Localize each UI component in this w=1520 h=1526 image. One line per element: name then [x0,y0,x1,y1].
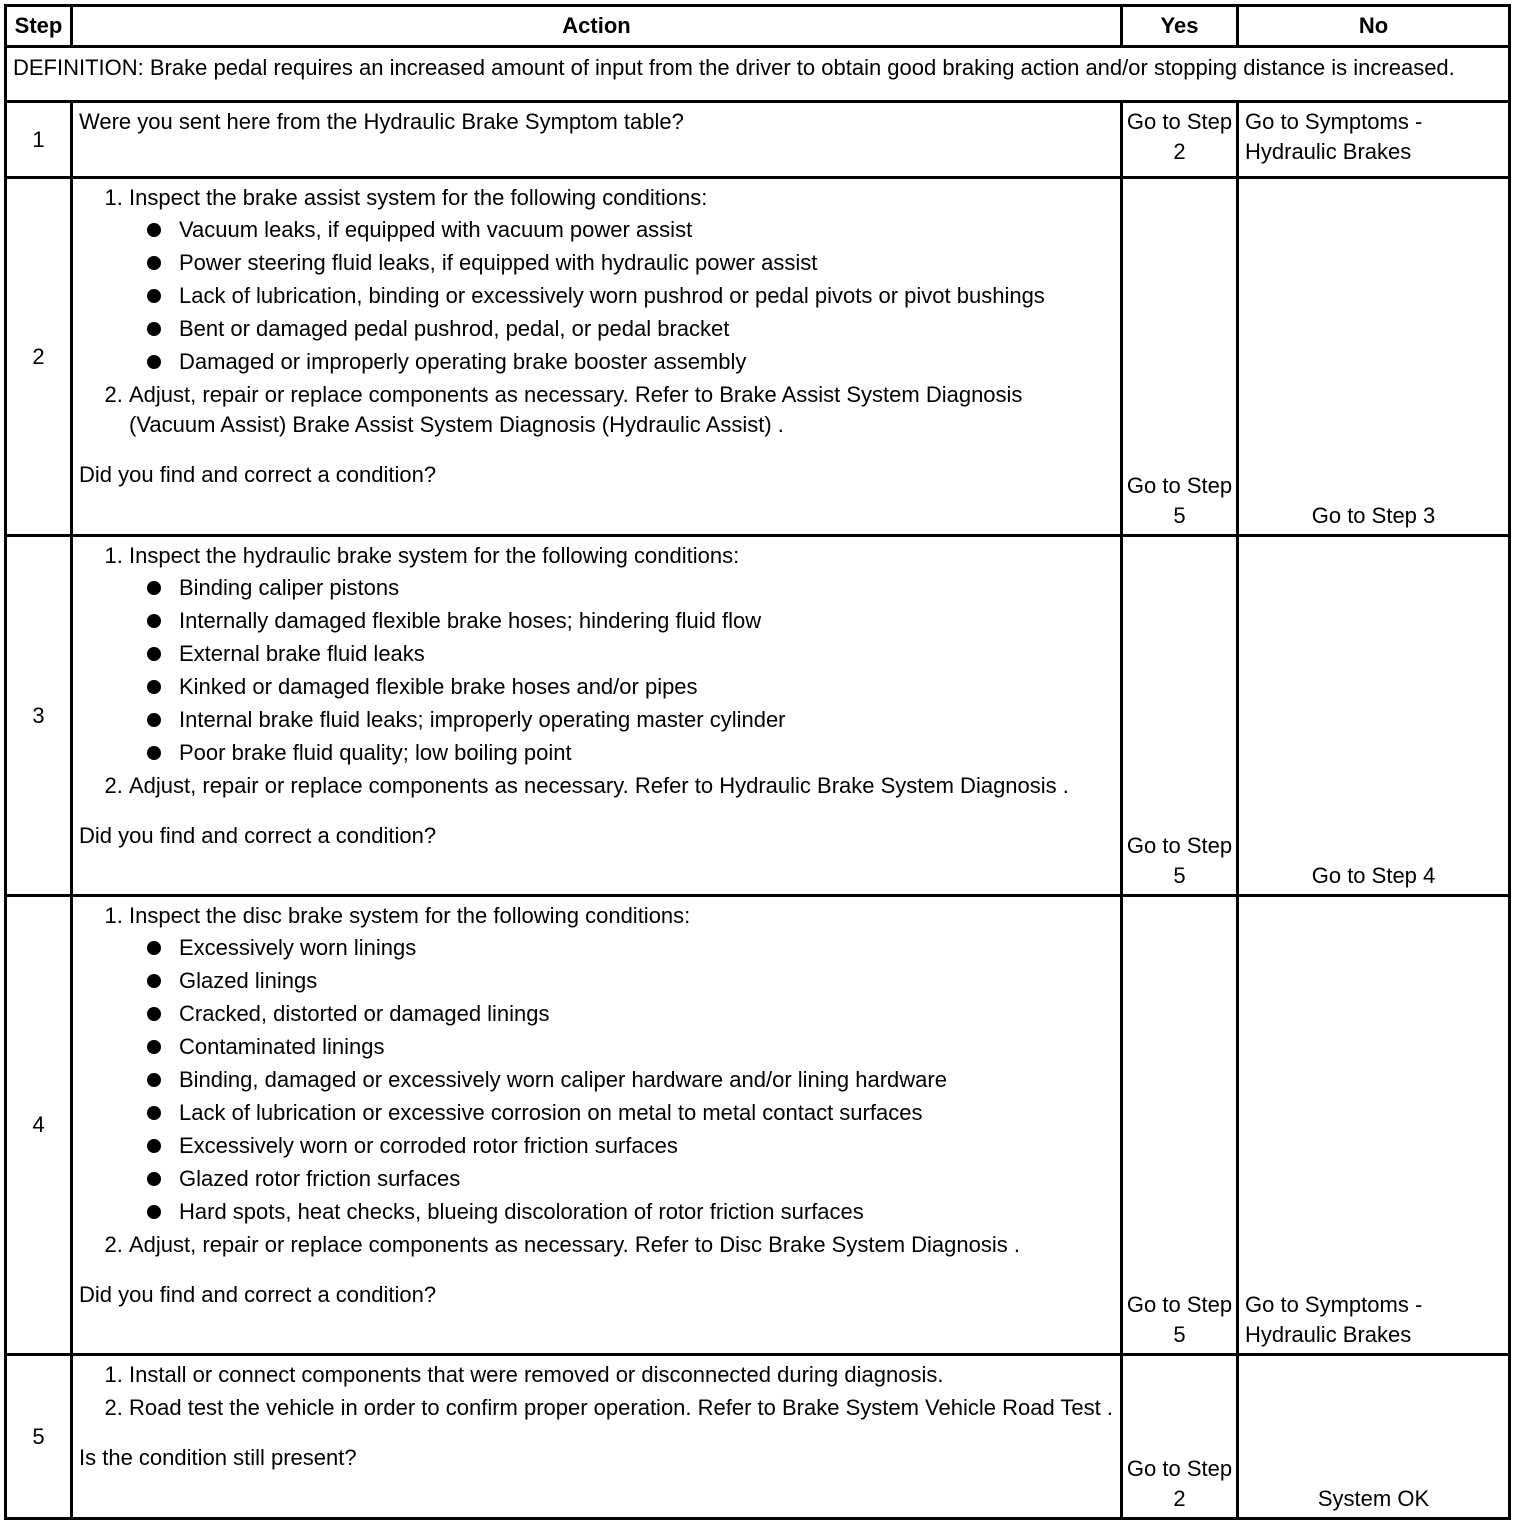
action-step-text: Inspect the hydraulic brake system for the following conditions: [129,543,740,568]
action-steps [79,901,1114,1260]
list-item: Cracked, distorted or damaged linings [179,999,1114,1029]
list-item: Contaminated linings [179,1032,1114,1062]
definition-text: DEFINITION: Brake pedal requires an increased amount of input from the driver to obtain good braking action and/or stopping distance is increased. [6,47,1510,102]
list-item: Lack of lubrication, binding or excessively worn pushrod or pedal pivots or pivot bushings [179,281,1114,311]
action-step-text: Adjust, repair or replace components as necessary. Refer to Brake Assist System Diagnosis (Vacuum Assist) Brake Assist System Diagnosis (Hydraulic Assist) . [129,382,1023,437]
list-item: Vacuum leaks, if equipped with vacuum power assist [179,215,1114,245]
action-step [129,771,1114,801]
list-item: Glazed rotor friction surfaces [179,1164,1114,1194]
list-item: Excessively worn linings [179,933,1114,963]
table-row [6,536,1510,896]
header-yes: Yes [1122,6,1238,47]
list-item: Damaged or improperly operating brake booster assembly [179,347,1114,377]
action-step-text: Adjust, repair or replace components as necessary. Refer to Hydraulic Brake System Diagnosis . [129,773,1069,798]
question-text: Did you find and correct a condition? [79,1282,437,1307]
header-action: Action [72,6,1122,47]
action-step-text: Install or connect components that were removed or disconnected during diagnosis. [129,1362,944,1387]
step-number: 4 [6,896,72,1355]
no-cell: Go to Symptoms - Hydraulic Brakes [1238,896,1510,1355]
yes-cell: Go to Step 5 [1122,536,1238,896]
list-item: Binding, damaged or excessively worn caliper hardware and/or lining hardware [179,1065,1114,1095]
question-text: Did you find and correct a condition? [79,823,437,848]
table-row [6,896,1510,1355]
condition-list [129,573,1114,768]
action-cell [72,178,1122,536]
action-cell [72,1355,1122,1519]
list-item: Power steering fluid leaks, if equipped with hydraulic power assist [179,248,1114,278]
table-row [6,1355,1510,1519]
action-step [129,901,1114,1227]
list-item: Internally damaged flexible brake hoses; hindering fluid flow [179,606,1114,636]
action-step [129,1393,1114,1423]
step-number: 3 [6,536,72,896]
list-item: Lack of lubrication or excessive corrosion on metal to metal contact surfaces [179,1098,1114,1128]
no-cell: Go to Step 4 [1238,536,1510,896]
list-item: Excessively worn or corroded rotor friction surfaces [179,1131,1114,1161]
action-cell [72,896,1122,1355]
diagnostic-table [4,4,1511,1520]
action-steps [79,541,1114,801]
action-cell [72,102,1122,178]
no-cell: Go to Step 3 [1238,178,1510,536]
header-no: No [1238,6,1510,47]
question-text: Were you sent here from the Hydraulic Brake Symptom table? [79,109,684,134]
action-cell [72,536,1122,896]
action-steps [79,1360,1114,1423]
step-number: 1 [6,102,72,178]
action-step [129,183,1114,377]
list-item: Binding caliper pistons [179,573,1114,603]
yes-cell: Go to Step 5 [1122,178,1238,536]
no-cell: System OK [1238,1355,1510,1519]
step-number: 5 [6,1355,72,1519]
list-item: Poor brake fluid quality; low boiling point [179,738,1114,768]
list-item: Bent or damaged pedal pushrod, pedal, or pedal bracket [179,314,1114,344]
yes-cell: Go to Step 5 [1122,896,1238,1355]
header-step: Step [6,6,72,47]
no-cell: Go to Symptoms - Hydraulic Brakes [1238,102,1510,178]
yes-cell: Go to Step 2 [1122,1355,1238,1519]
action-step [129,1230,1114,1260]
question-text: Is the condition still present? [79,1445,357,1470]
action-step [129,380,1114,440]
table-row [6,102,1510,178]
list-item: External brake fluid leaks [179,639,1114,669]
table-row [6,178,1510,536]
step-number: 2 [6,178,72,536]
definition-row [6,47,1510,102]
list-item: Hard spots, heat checks, blueing discoloration of rotor friction surfaces [179,1197,1114,1227]
action-step-text: Road test the vehicle in order to confirm proper operation. Refer to Brake System Vehicle Road Test . [129,1395,1113,1420]
action-step-text: Inspect the disc brake system for the following conditions: [129,903,691,928]
yes-cell: Go to Step 2 [1122,102,1238,178]
list-item: Internal brake fluid leaks; improperly operating master cylinder [179,705,1114,735]
action-step [129,1360,1114,1390]
action-step [129,541,1114,768]
condition-list [129,933,1114,1227]
header-row [6,6,1510,47]
condition-list [129,215,1114,377]
list-item: Glazed linings [179,966,1114,996]
question-text: Did you find and correct a condition? [79,462,437,487]
action-step-text: Inspect the brake assist system for the following conditions: [129,185,708,210]
list-item: Kinked or damaged flexible brake hoses and/or pipes [179,672,1114,702]
action-steps [79,183,1114,440]
action-step-text: Adjust, repair or replace components as necessary. Refer to Disc Brake System Diagnosis . [129,1232,1020,1257]
